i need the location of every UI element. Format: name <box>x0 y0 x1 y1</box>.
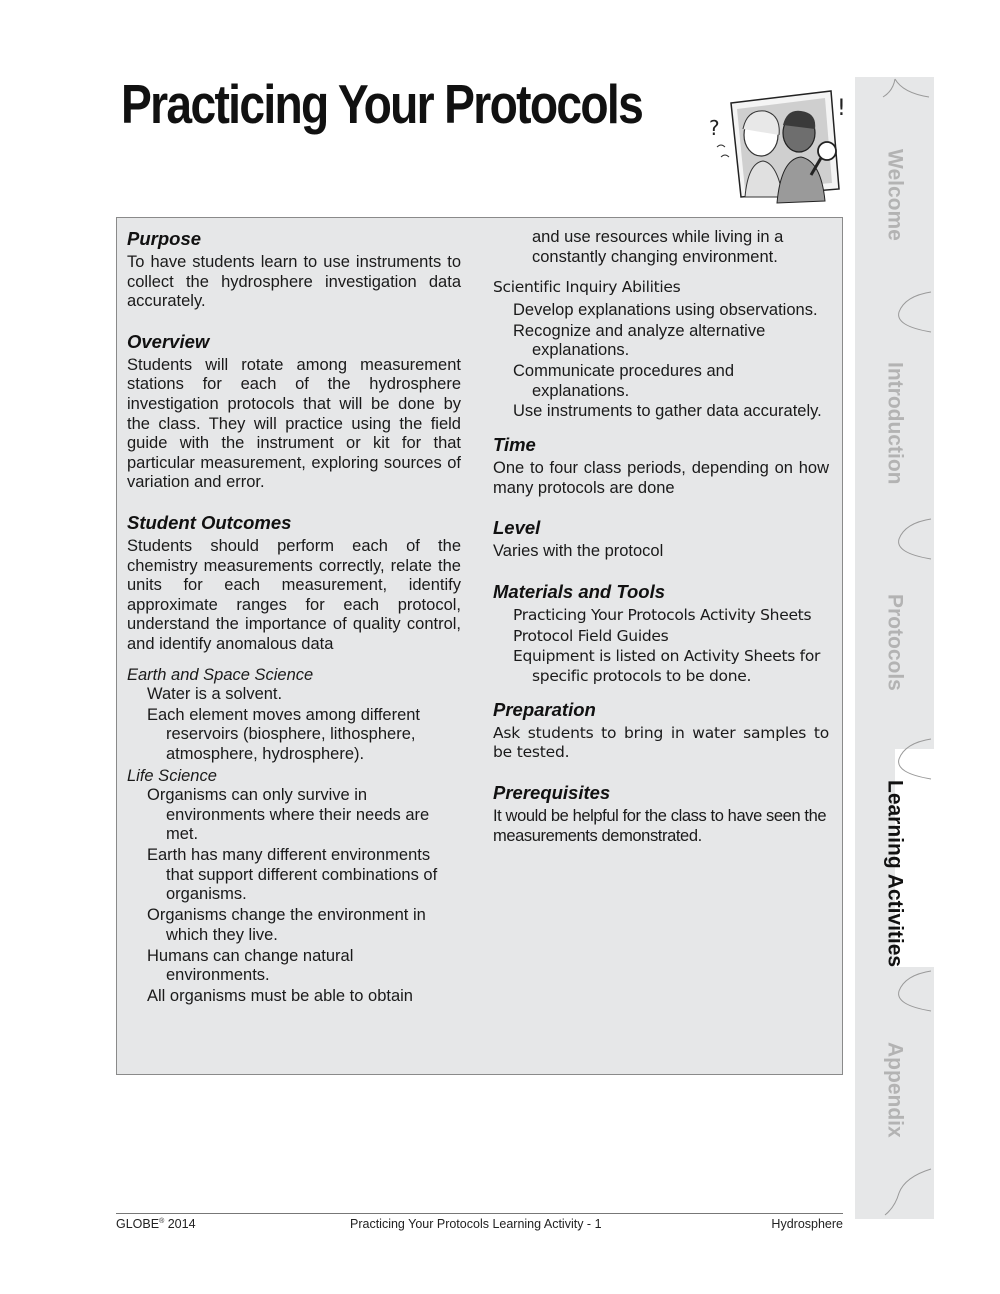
left-column <box>127 228 461 1008</box>
prerequisites-text: It would be helpful for the class to have seen the measurements demonstrated. <box>493 807 827 845</box>
earth-science-heading: Earth and Space Science <box>127 665 314 684</box>
footer-right: Hydrosphere <box>771 1217 843 1231</box>
purpose-text: To have students learn to use instruments to collect the hydrosphere investigation data accurately. <box>127 253 461 311</box>
earth-item: Each element moves among different reservoirs (biosphere, lithosphere, atmosphere, hydrosphere). <box>147 705 421 764</box>
tab-divider <box>855 509 934 569</box>
page-title: Practicing Your Protocols <box>121 73 643 135</box>
svg-text:!: ! <box>837 96 846 121</box>
inquiry-heading: Scientific Inquiry Abilities <box>493 278 681 297</box>
overview-heading: Overview <box>127 330 210 352</box>
overview-text: Students will rotate among measurement stations for each of the hydrosphere investigation protocols that will be done by the class. They will practice using the field guide with the instrument or kit for that particular measurement, exploring sources of variation and error. <box>127 355 461 492</box>
tab-introduction[interactable]: Introduction <box>883 362 907 485</box>
time-heading: Time <box>493 434 536 456</box>
inquiry-item: Recognize and analyze alternative explanations. <box>513 321 766 360</box>
level-heading: Level <box>493 517 541 539</box>
tab-divider <box>855 282 934 342</box>
footer-rule <box>116 1213 843 1214</box>
life-item: Humans can change natural environments. <box>147 946 354 985</box>
life-item: Earth has many different environments that support different combinations of organisms. <box>147 846 438 904</box>
footer-center: Practicing Your Protocols Learning Activity - 1 <box>350 1217 602 1231</box>
life-item-continued: and use resources while living in a constantly changing environment. <box>532 228 784 266</box>
outcomes-text: Students should perform each of the chemistry measurements correctly, relate the units for each measurement, identify approximate ranges for each protocol, understand the importance of quality control, and identify anomalous data <box>127 536 461 653</box>
footer-registered: ® <box>159 1217 165 1225</box>
students-magnifier-illustration <box>703 85 853 210</box>
life-item: Organisms can only survive in environments where their needs are met. <box>147 786 430 844</box>
life-science-heading: Life Science <box>127 766 217 785</box>
life-item: Organisms change the environment in which they live. <box>147 906 426 944</box>
preparation-text: Ask students to bring in water samples to be tested. <box>493 723 829 762</box>
tab-protocols[interactable]: Protocols <box>883 594 907 691</box>
section-tabs <box>855 77 934 1219</box>
purpose-heading: Purpose <box>127 228 202 249</box>
earth-item: Water is a solvent. <box>147 685 283 704</box>
tab-learning-activities[interactable]: Learning Activities <box>883 780 907 968</box>
materials-heading: Materials and Tools <box>493 580 666 602</box>
tab-divider <box>855 77 934 137</box>
tab-divider <box>855 961 934 1021</box>
level-text: Varies with the protocol <box>493 542 664 561</box>
inquiry-item: Develop explanations using observations. <box>513 300 818 319</box>
materials-item: Equipment is listed on Activity Sheets for specific protocols to be done. <box>513 647 821 686</box>
footer-year: 2014 <box>164 1217 196 1231</box>
svg-text:?: ? <box>709 116 720 140</box>
right-column <box>493 228 829 846</box>
activity-overview-box <box>116 217 843 1075</box>
tab-welcome[interactable]: Welcome <box>883 149 907 241</box>
life-item: All organisms must be able to obtain <box>147 986 413 1005</box>
time-text: One to four class periods, depending on how many protocols are done <box>493 459 829 497</box>
prerequisites-heading: Prerequisites <box>493 782 611 803</box>
inquiry-item: Communicate procedures and explanations. <box>513 361 735 400</box>
tab-divider <box>855 1167 934 1227</box>
materials-item: Protocol Field Guides <box>513 626 669 645</box>
outcomes-heading: Student Outcomes <box>127 511 292 533</box>
footer-brand: GLOBE <box>116 1217 160 1231</box>
preparation-heading: Preparation <box>493 698 596 720</box>
footer-left <box>116 1217 196 1231</box>
tab-appendix[interactable]: Appendix <box>883 1042 907 1138</box>
materials-item: Practicing Your Protocols Activity Sheets <box>513 605 812 624</box>
inquiry-item: Use instruments to gather data accurately. <box>513 402 822 421</box>
